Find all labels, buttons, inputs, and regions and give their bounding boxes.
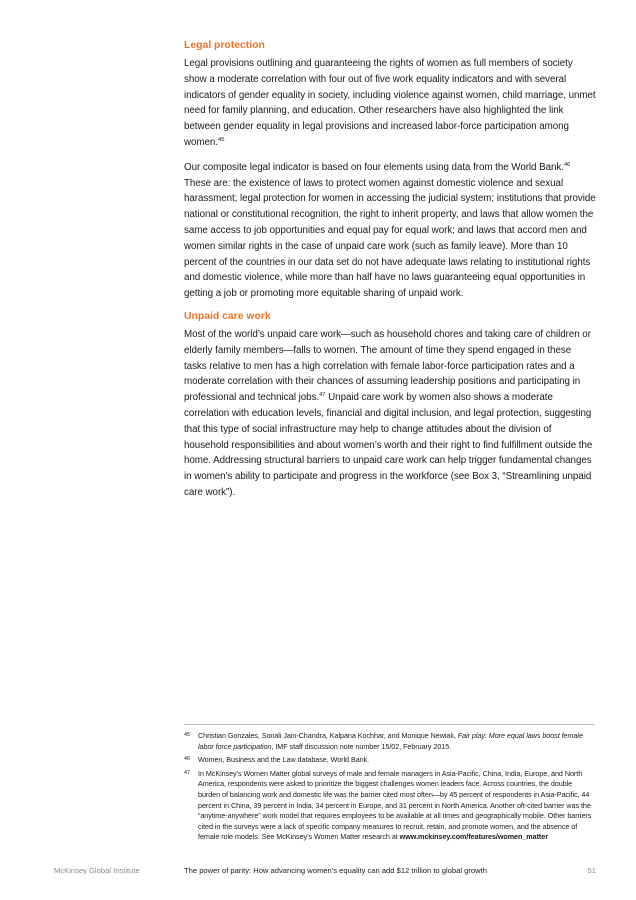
footnote-rest: , IMF staff discussion note number 15/02, February 2015. bbox=[271, 741, 452, 751]
footnote-number: 46 bbox=[184, 756, 190, 763]
paragraph-text: Our composite legal indicator is based on four elements using data from the World Bank. bbox=[184, 161, 564, 173]
main-content bbox=[184, 38, 596, 501]
footer-publisher: McKinsey Global Institute bbox=[54, 866, 140, 875]
footnote-ref-45[interactable]: 45 bbox=[218, 136, 225, 143]
paragraph-text: Unpaid care work by women also shows a moderate correlation with education levels, financial and digital inclusion, and legal protection, suggesting that this type of social infrastructure may help to change attitudes about the division of household responsibilities and about women’s worth and their right to find fulfillment outside the home. Addressing structural barriers to unpaid care work can help trigger fundamental changes in women’s ability to participate and progress in the workforce (see Box 3, “Streamlining unpaid care work”). bbox=[184, 392, 593, 498]
footnotes bbox=[184, 724, 595, 846]
paragraph-legal-2 bbox=[184, 160, 596, 302]
section-heading-unpaid-care-work: Unpaid care work bbox=[184, 310, 271, 322]
footnote-46 bbox=[184, 755, 595, 766]
footnote-number: 47 bbox=[184, 769, 190, 776]
footnote-text: Women, Business and the Law database, World Bank. bbox=[198, 755, 370, 765]
page-number: 51 bbox=[587, 866, 596, 875]
paragraph-text: Legal provisions outlining and guaranteeing the rights of women as full members of society show a moderate correlation with four out of five work equality indicators and with several indicators of gender equality in society, including violence against women, child marriage, unmet need for family planning, and education. Other researchers have also highlighted the link between gender equality in legal provisions and increased labor-force participation among women. bbox=[184, 58, 596, 148]
section-unpaid-care bbox=[184, 309, 596, 501]
footnote-number: 45 bbox=[184, 732, 190, 738]
footnote-47 bbox=[184, 769, 595, 843]
footnote-link[interactable]: www.mckinsey.com/features/women_matter bbox=[399, 832, 548, 842]
footnote-title: Fair play: More equal laws boost female labor force participation bbox=[198, 731, 583, 751]
paragraph-unpaid-care bbox=[184, 327, 596, 501]
paragraph-text: Most of the world’s unpaid care work—such as household chores and taking care of children or elderly family members—falls to women. The amount of time they spend engaged in these tasks relative to men has a high correlation with female labor-force participation rates and a moderate correlation with their chances of assuming leadership positions and participating in professional and technical jobs. bbox=[184, 328, 591, 404]
footnote-text: In McKinsey’s Women Matter global surveys of male and female managers in Asia-Pacific, China, India, Europe, and North America, respondents were asked to prioritize the biggest challenges women leaders face. Across countries, the double burden of balancing work and domestic life was the barrier cited most often—by 45 percent of respondents in Asia-Pacific, 44 percent in China, 39 percent in India, 34 percent in Europe, and 31 percent in North America. Another oft-cited barrier was the “anytime-anywhere” work model that requires employees to be available at all times and geographically mobile. Other barriers cited in the surveys were a lack of specific company measures to recruit, retain, and promote women, and the absence of female role models. See McKinsey’s Women Matter research at bbox=[198, 768, 592, 842]
paragraph-text: These are: the existence of laws to protect women against domestic violence and sexual harassment; legal protection for women in accessing the judicial system; institutions that provide national or constitutional recognition, the right to inherit property, and laws that allow women the same access to job opportunities and equal pay for equal work; and laws that accord men and women similar rights in the case of unpaid care work (such as family leave). More than 10 percent of the countries in our data set do not have adequate laws relating to institutional rights and domestic violence, while more than half have no laws guaranteeing equal opportunities in getting a job or promoting more equitable sharing of unpaid work. bbox=[184, 177, 596, 300]
footnote-ref-47[interactable]: 47 bbox=[319, 392, 326, 399]
footnote-45 bbox=[184, 731, 595, 752]
section-heading-legal-protection: Legal protection bbox=[184, 40, 265, 51]
paragraph-legal-1 bbox=[184, 56, 596, 151]
footer-report-title: The power of parity: How advancing women’s equality can add $12 trillion to global growth bbox=[184, 866, 487, 875]
footnote-authors: Christian Gonzales, Sonali Jain-Chandra, Kalpana Kochhar, and Monique Newiak, bbox=[198, 731, 458, 740]
footnote-ref-46[interactable]: 46 bbox=[563, 161, 571, 168]
